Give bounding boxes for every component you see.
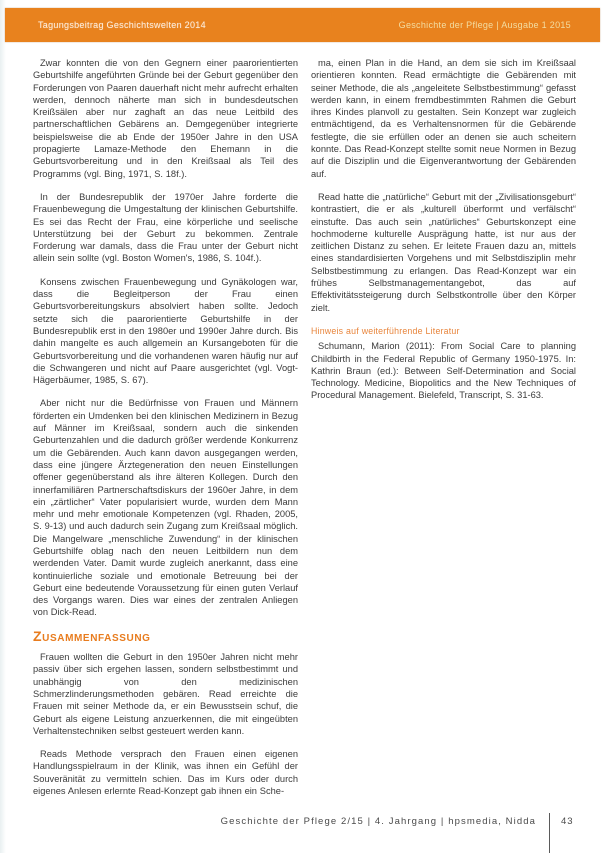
subheading-further-literature: Hinweis auf weiterführende Literatur	[311, 325, 460, 336]
paragraph: Frauen wollten die Geburt in den 1950er Jahren nicht mehr passiv über sich ergehen lassen, sondern selbstbestimmt und unabhängig von den medizinischen Schmerzlinderungsmethoden gebären. Read erreichte die Frauen mit seiner Methode da, er ein Bewusstsein schuf, die Geburt als eigene Leistung anzuerkennen, die mit eingeübten Verhaltenstechniken selbst gesteuert werden kann.	[33, 652, 298, 736]
section-heading-zusammenfassung: Zusammenfassung	[33, 627, 151, 644]
article-right-column	[311, 57, 576, 808]
journal-header-bar	[5, 8, 600, 42]
article-body	[33, 57, 576, 808]
paragraph: Read hatte die „natürliche“ Geburt mit der „Zivilisationsgeburt“ kontrastiert, die er als „kulturell überformt und verfälscht“ einstufte. Das auch sein „natürliches“ Geburtskonzept eine hochmoderne kulturelle Ausprägung hatte, ist nur aus der zeitlichen Distanz zu sehen. Er leitete Frauen dazu an, mittels eines standardisierten Vorgehens und mit Selbstdisziplin mehr Selbstbestimmung zu erlangen. Das Read-Konzept war ein frühes Selbstmanagementangebot, das auf Effektivitätssteigerung durch Selbstkontrolle über den Körper zielt.	[311, 191, 576, 313]
header-journal-issue-label: Geschichte der Pflege | Ausgabe 1 2015	[398, 20, 571, 30]
paragraph: In der Bundesrepublik der 1970er Jahre forderte die Frauenbewegung die Umgestaltung der klinischen Geburtshilfe. Es sei das Recht der Frau, eine körperliche und seelische Unterstützung bei der Geburt zu bekommen. Zentrale Forderung war damals, dass die Frau unter der Geburt nicht allein sein sollte (vgl. Boston Women's, 1986, S. 104f.).	[33, 191, 298, 264]
paragraph: Reads Methode versprach den Frauen einen eigenen Handlungsspielraum in der Klinik, was ihnen ein Gefühl der Souveränität zu vermitteln schien. Das im Kurs oder durch eigenes Anlesen erlernte Read-Konzept gab ihnen ein Sche-	[33, 749, 298, 797]
paragraph: Aber nicht nur die Bedürfnisse von Frauen und Männern förderten ein Umdenken bei den klinischen Medizinern in Bezug auf Männer im Kreißsaal, sondern auch die sinkenden Geburtenzahlen und die dadurch größer werdende Konkurrenz um die Gebärenden. Auch kann davon ausgegangen werden, dass eine jüngere Ärztegeneration den neuen Einstellungen offener gegenüberstand als ihre älteren Kollegen. Durch den innerfamiliären Partnerschaftsdiskurs der 1960er Jahre, in dem ein „zärtlicher“ Vater popularisiert wurde, wurden dem Mann mehr und mehr emotionale Kompetenzen (vgl. Rhaden, 2005, S. 9-13) und auch dadurch sein Zugang zum Kreißsaal möglich. Die Mangelware „menschliche Zuwendung“ in der klinischen Geburtshilfe oblag nach den neuen Leitbildern nun dem werdenden Vater. Damit wurde zugleich anerkannt, dass eine kontinuierliche soziale und emotionale Betreuung bei der Geburt eine bedeutende Voraussetzung für einen guten Verlauf des Vorgangs waren. Dies war eines der zentralen Anliegen von Dick-Read.	[33, 398, 298, 618]
header-conference-label: Tagungsbeitrag Geschichtswelten 2014	[38, 20, 206, 30]
page-scan-edge	[0, 0, 6, 853]
paragraph: Zwar konnten die von den Gegnern einer paarorientierten Geburtshilfe angeführten Gründe bei der Geburt gegenüber den Forderungen von Paaren dauerhaft nicht mehr aufrecht erhalten werden, dennoch näherte man sich in bundesdeutschen Kreißsälen aber nur zaghaft an das neue Leitbild des partnerschaftlichen Gebärens an. Demgegenüber integrierte beispielsweise die ab Ende der 1950er Jahre in den USA propagierte Lamaze-Methode den Ehemann in die Geburtsvorbereitung und in den Kreißsaal als Teil des Programms (vgl. Bing, 1971, S. 18f.).	[33, 58, 298, 179]
paragraph: ma, einen Plan in die Hand, an dem sie sich im Kreißsaal orientieren konnten. Read ermächtigte die Gebärenden mit seiner Methode, die als „angeleitete Selbstbestimmung“ gefasst werden kann, in einem fremdbestimmten Rahmen die Geburt ihres Kindes planvoll zu gestalten. Sein Konzept war zugleich entmächtigend, da es Verhaltensnormen für die Gebärende festlegte, die sie erfüllen oder an denen sie auch scheitern konnte. Das Read-Konzept stellte somit neue Normen in Bezug auf die Disziplin und die Eigenverantwortung der Gebärenden auf.	[311, 58, 576, 179]
footer-content	[221, 813, 577, 853]
footer-journal-info: Geschichte der Pflege 2/15 | 4. Jahrgang | hpsmedia, Nidda	[220, 816, 536, 827]
footer-divider-line	[549, 813, 550, 853]
article-left-column	[33, 57, 298, 808]
page-footer	[0, 810, 607, 853]
page-number: 43	[561, 816, 574, 827]
paragraph: Konsens zwischen Frauenbewegung und Gynäkologen war, dass die Begleitperson der Frau einen Geburtsvorbereitungskurs absolviert haben sollte. Jedoch setzte sich die paarorientierte Geburtshilfe in der Bundesrepublik erst in den 1980er und 1990er Jahre durch. Bis dahin mangelte es auch allgemein an Kursangeboten für die Geburtsvorbereitung und die vorhandenen waren häufig nur auf die Schwangeren und nicht auf Paare ausgerichtet (vgl. Vogt-Hägerbäumer, 1985, S. 67).	[33, 276, 298, 386]
reference-entry: Schumann, Marion (2011): From Social Care to planning Childbirth in the Federal Republic of Germany 1950-1975. In: Kathrin Braun (ed.): Between Self-Determination and Social Technology. Medicine, Biopolitics and the New Techniques of Procedural Management. Bielefeld, Transcript, S. 31-63.	[311, 341, 576, 401]
